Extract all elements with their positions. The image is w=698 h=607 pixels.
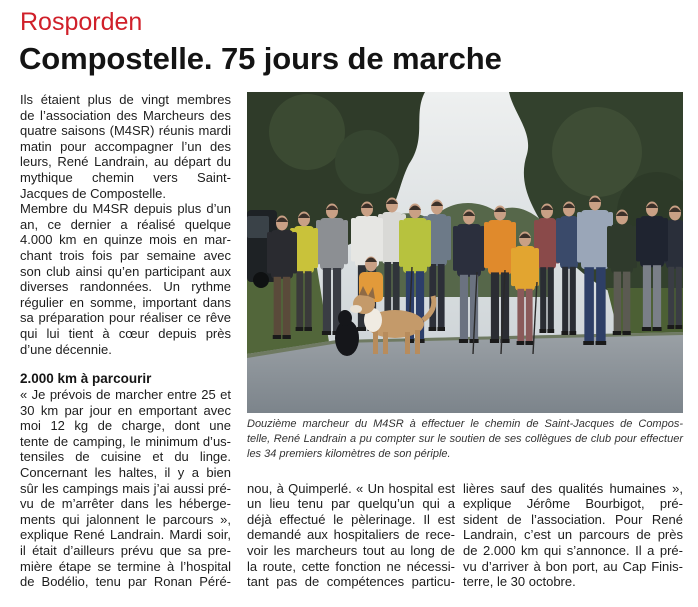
text-line: tant pas de compétences particu- bbox=[247, 574, 455, 590]
intro-paragraph bbox=[20, 92, 231, 201]
text-line: ments qui jalonnent le parcours », bbox=[20, 511, 231, 527]
text-line: de Bodélio, tenu par Ronan Péré- bbox=[20, 574, 231, 590]
text-line: Membre du M4SR depuis plus d’un bbox=[20, 201, 231, 217]
text-line: explique Jérôme Bourbigot, pré- bbox=[463, 496, 683, 512]
body-column-3 bbox=[463, 481, 683, 590]
body-column-2 bbox=[247, 481, 455, 590]
text-line: Jacques de Compostelle. bbox=[20, 185, 166, 201]
text-line: nou, à Quimperlé. « Un hospital est bbox=[247, 480, 455, 496]
text-line: son club ainsi qu’en participant aux bbox=[20, 263, 231, 279]
text-line: 4.000 km en quinze mois en mar- bbox=[20, 232, 231, 248]
text-line: vu de m’arrêter dans les héberge- bbox=[20, 496, 231, 512]
text-line: explique René Landrain. Mardi soir, bbox=[20, 527, 231, 543]
text-line: Concernant les haltes, il y a bien bbox=[20, 464, 231, 480]
text-line: sûr les campings mais j’ai aussi pré- bbox=[20, 480, 231, 496]
subheading: 2.000 km à parcourir bbox=[20, 371, 152, 386]
text-line: régulier en somme, important dans bbox=[20, 294, 231, 310]
text-line: leurs, René Landrain, au départ du bbox=[20, 154, 231, 170]
tree-canopy bbox=[552, 107, 642, 197]
text-line: tensiles de cuisine et du linge. bbox=[20, 449, 231, 465]
section-kicker: Rosporden bbox=[20, 8, 143, 36]
text-line: de l’association des Marcheurs des bbox=[20, 107, 231, 123]
tree-canopy bbox=[335, 130, 399, 194]
text-line: la route, cette fonction ne nécessi- bbox=[247, 558, 455, 574]
headline: Compostelle. 75 jours de marche bbox=[19, 41, 502, 76]
text-line: telle, René Landrain a pu compter sur le soutien de ses collègues de club pour effectuer bbox=[247, 433, 683, 445]
text-line: voir les marcheurs tout au long de bbox=[247, 542, 455, 558]
second-paragraph bbox=[20, 201, 231, 357]
text-line: sa préparation pour réaliser ce rêve bbox=[20, 310, 231, 326]
text-line: lières sauf des qualités humaines », bbox=[463, 480, 683, 496]
text-line: an, ce dernier a réalisé quelque bbox=[20, 216, 231, 232]
text-line: sident de l’association. Pour René bbox=[463, 511, 683, 527]
text-line: les 34 premiers kilomètres de son périple. bbox=[247, 448, 451, 460]
text-line: déjà effectué le pèlerinage. Il est bbox=[247, 511, 455, 527]
text-line: Douzième marcheur du M4SR à effectuer le chemin de Saint-Jacques de Compos- bbox=[247, 418, 683, 430]
text-line: quatre saisons (M4SR) réunis mardi bbox=[20, 123, 231, 139]
tree-canopy bbox=[269, 94, 345, 170]
text-line: « Je prévois de marcher entre 25 et bbox=[20, 387, 231, 402]
text-line: il était d’ailleurs prévu que sa pre- bbox=[20, 542, 231, 558]
photo-caption bbox=[247, 417, 683, 462]
text-line: Landrain, c’est un parcours de près bbox=[463, 527, 683, 543]
text-line: diverses randonnées. Un rythme bbox=[20, 279, 231, 295]
group-photo bbox=[247, 92, 683, 413]
text-line: mythique chemin vers Saint- bbox=[20, 169, 231, 185]
text-line: un lieu tenu par quelqu’un qui a bbox=[247, 496, 455, 512]
text-line: de 2.000 km qui s’annonce. Il a pré- bbox=[463, 542, 683, 558]
text-line: vu d’arriver à bon port, au Cap Finis- bbox=[463, 558, 683, 574]
text-line: mière étape se termine à l’hospital bbox=[20, 558, 231, 574]
text-line: Ils étaient plus de vingt membres bbox=[20, 92, 231, 107]
text-line: 30 km par jour en emportant avec bbox=[20, 402, 231, 418]
text-line: demandé aux hospitaliers de rece- bbox=[247, 527, 455, 543]
text-line: qui lui tient à cœur depuis près bbox=[20, 325, 231, 341]
text-line: matin pour accompagner l’un des bbox=[20, 138, 231, 154]
body-column-1 bbox=[20, 387, 231, 590]
text-line: d’une décennie. bbox=[20, 341, 112, 357]
text-line: moi 12 kg de charge, dont une bbox=[20, 418, 231, 434]
text-line: tente de camping, le minimum d’us- bbox=[20, 433, 231, 449]
text-line: chant trois fois par semaine avec bbox=[20, 247, 231, 263]
text-line: terre, le 30 octobre. bbox=[463, 574, 576, 590]
